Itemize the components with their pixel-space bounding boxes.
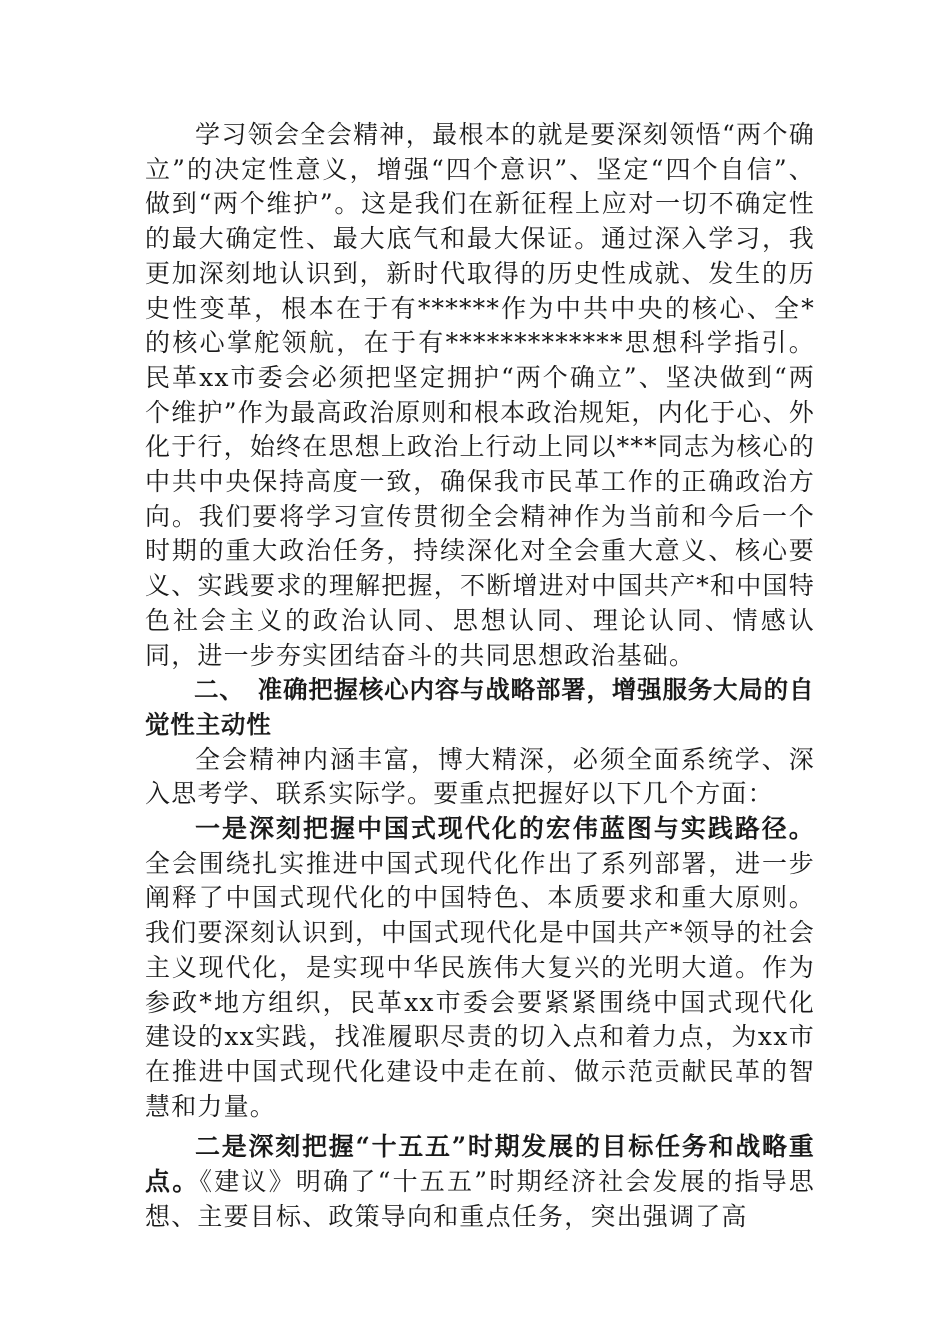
paragraph-4-lead: 二是深刻把握“十五五”时期发展的目标任务和战略重点。 xyxy=(145,1132,815,1197)
body-paragraph-1: 学习领会全会精神，最根本的就是要深刻领悟“两个确立”的决定性意义，增强“四个意识”、坚定“四个自信”、做到“两个维护”。这是我们在新征程上应对一切不确定性的最大确定性、最大底气和最大保证。通过深入学习，我更加深刻地认识到，新时代取得的历史性成就、发生的历史性变革，根本在于有******作为中共中央的核心、全*的核心掌舵领航，在于有*************思想科学指引。民革xx市委会必须把坚定拥护“两个确立”、坚决做到“两个维护”作为最高政治原则和根本政治规矩，内化于心、外化于行，始终在思想上政治上行动上同以***同志为核心的中共中央保持高度一致，确保我市民革工作的正确政治方向。我们要将学习宣传贯彻全会精神作为当前和今后一个时期的重大政治任务，持续深化对全会重大意义、核心要义、实践要求的理解把握，不断增进对中国共产*和中国特色社会主义的政治认同、思想认同、理论认同、情感认同，进一步夯实团结奋斗的共同思想政治基础。 xyxy=(145,120,815,670)
body-paragraph-3 xyxy=(145,812,815,1124)
paragraph-3-lead: 一是深刻把握中国式现代化的宏伟蓝图与实践路径。 xyxy=(195,814,815,844)
document-page xyxy=(145,118,815,1235)
body-paragraph-2: 全会精神内涵丰富，博大精深，必须全面系统学、深入思考学、联系实际学。要重点把握好以下几个方面： xyxy=(145,744,815,809)
body-paragraph-4 xyxy=(145,1130,815,1234)
paragraph-4-body: 《建议》明确了“十五五”时期经济社会发展的指导思想、主要目标、政策导向和重点任务，突出强调了高 xyxy=(145,1167,815,1231)
paragraph-3-body: 全会围绕扎实推进中国式现代化作出了系列部署，进一步阐释了中国式现代化的中国特色、本质要求和重大原则。我们要深刻认识到，中国式现代化是中国共产*领导的社会主义现代化，是实现中华民族伟大复兴的光明大道。作为参政*地方组织，民革xx市委会要紧紧围绕中国式现代化建设的xx实践，找准履职尽责的切入点和着力点，为xx市在推进中国式现代化建设中走在前、做示范贡献民革的智慧和力量。 xyxy=(145,848,815,1121)
section-heading-2: 二、 准确把握核心内容与战略部署，增强服务大局的自觉性主动性 xyxy=(145,675,815,739)
